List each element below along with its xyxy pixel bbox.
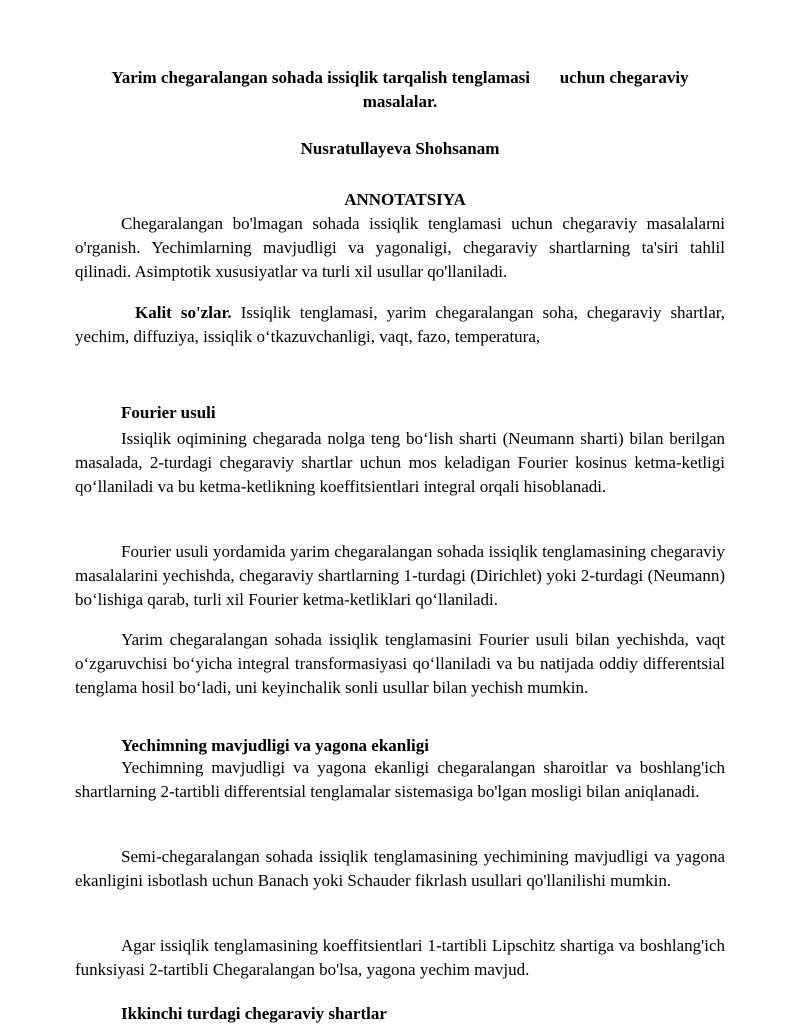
paragraph: Fourier usuli yordamida yarim chegaralangan sohada issiqlik tenglamasining chegaraviy masalalarini yechishda, chegaraviy shartlarning 1-turdagi (Dirichlet) yoki 2-turdagi (Neumann) bo‘lishiga qarab, turli xil Fourier ketma-ketliklari qo‘llaniladi. [75, 542, 725, 609]
paragraph: Yechimning mavjudligi va yagona ekanligi chegaralangan sharoitlar va boshlang'ich shartlarning 2-tartibli differentsial tenglamalar sistemasiga bo'lgan mosligi bilan aniqlanadi. [75, 758, 725, 801]
keywords-text: Issiqlik tenglamasi, yarim chegaralangan soha, chegaraviy shartlar, yechim, diffuziya, issiqlik o‘tkazuvchanligi, vaqt, fazo, temperatura, [75, 303, 725, 346]
document-title: Yarim chegaralangan sohada issiqlik tarqalish tenglamasi uchun chegaraviy masalalar. [111, 68, 689, 111]
annotation-heading: ANNOTATSIYA [344, 190, 466, 209]
section-heading-second-kind: Ikkinchi turdagi chegaraviy shartlar [121, 1004, 387, 1023]
paragraph: Yarim chegaralangan sohada issiqlik tenglamasini Fourier usuli bilan yechishda, vaqt o‘zgaruvchisi bo‘yicha integral transformasiyasi qo‘llaniladi va bu natijada oddiy differentsial tenglama hosil bo‘ladi, uni keyinchalik sonli usullar bilan yechish mumkin. [75, 630, 725, 697]
paragraph: Issiqlik oqimining chegarada nolga teng bo‘lish sharti (Neumann sharti) bilan berilgan masalada, 2-turdagi chegaraviy shartlar uchun mos keladigan Fourier kosinus ketma-ketligi qo‘llaniladi va bu ketma-ketlikning koeffitsientlari integral orqali hisoblanadi. [75, 429, 725, 496]
section-heading-fourier: Fourier usuli [121, 403, 216, 422]
section-heading-existence: Yechimning mavjudligi va yagona ekanligi [121, 736, 429, 755]
keywords-label: Kalit so'zlar. [135, 303, 232, 322]
paragraph: Agar issiqlik tenglamasining koeffitsientlari 1-tartibli Lipschitz shartiga va boshlang'ich funksiyasi 2-tartibli Chegaralangan bo'lsa, yagona yechim mavjud. [75, 936, 725, 979]
annotation-paragraph: Chegaralangan bo'lmagan sohada issiqlik tenglamasi uchun chegaraviy masalalarni o'rganish. Yechimlarning mavjudligi va yagonaligi, chegaraviy shartlarning ta'siri tahlil qilinadi. Asimptotik xususiyatlar va turli xil usullar qo'llaniladi. [75, 214, 725, 281]
paragraph: Semi-chegaralangan sohada issiqlik tenglamasining yechimining mavjudligi va yagona ekanligini isbotlash uchun Banach yoki Schauder fikrlash usullari qo'llanilishi mumkin. [75, 847, 725, 890]
keywords-paragraph [75, 301, 725, 349]
author-name: Nusratullayeva Shohsanam [300, 139, 500, 158]
